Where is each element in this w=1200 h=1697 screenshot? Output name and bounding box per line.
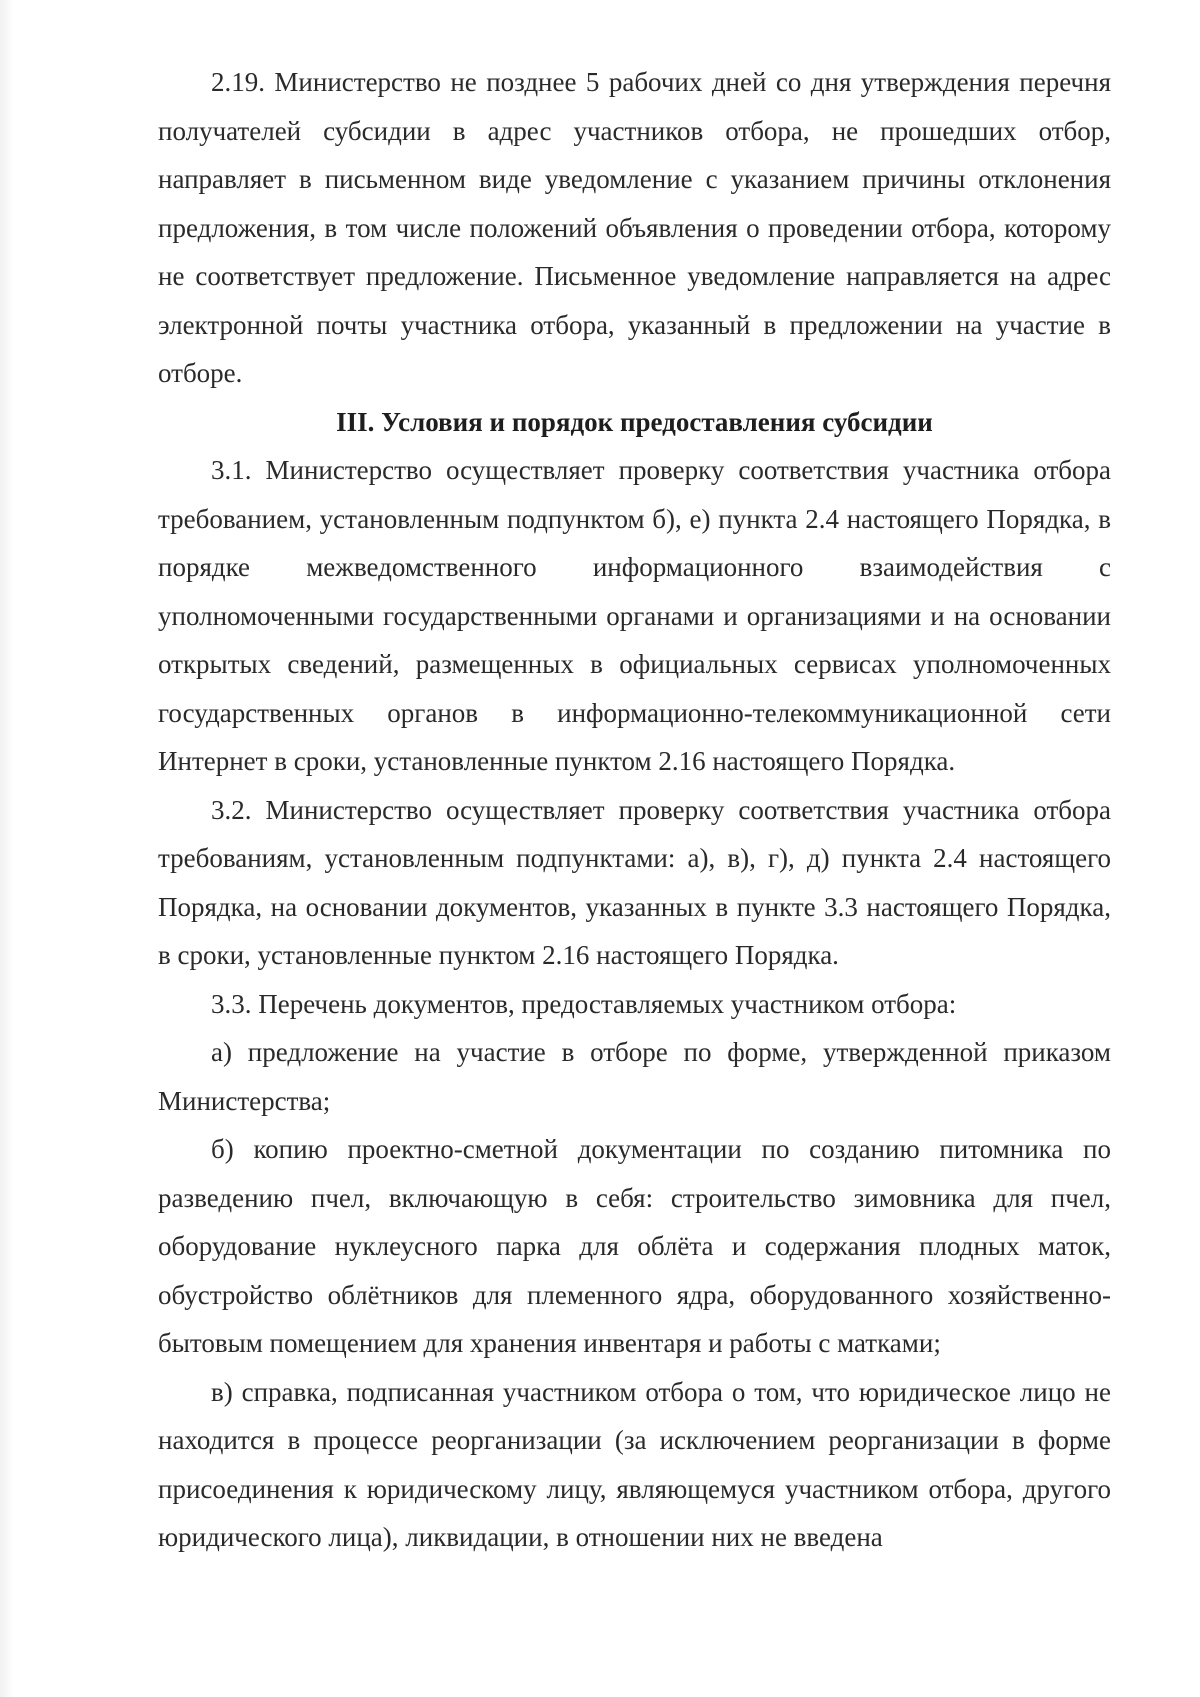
paragraph-3-3: 3.3. Перечень документов, предоставляемых участником отбора:	[211, 988, 957, 1019]
paragraph-3-2: 3.2. Министерство осуществляет проверку соответствия участника отбора требованиям, установленным подпунктами: а), в), г), д) пункта 2.4 настоящего Порядка, на основании документов, указанных в пункте 3.3 настоящего Порядка, в сроки, установленные пунктом 2.16 настоящего Порядка.	[158, 794, 1111, 970]
list-item-a: а) предложение на участие в отборе по форме, утвержденной приказом Министерства;	[158, 1037, 1111, 1116]
paragraph-2-19: 2.19. Министерство не позднее 5 рабочих дней со дня утверждения перечня получателей субсидии в адрес участников отбора, не прошедших отбор, направляет в письменном виде уведомление с указанием причины отклонения предложения, в том числе положений объявления о проведении отбора, которому не соответствует предложение. Письменное уведомление направляется на адрес электронной почты участника отбора, указанный в предложении на участие в отборе.	[158, 67, 1111, 388]
paragraph-3-1: 3.1. Министерство осуществляет проверку соответствия участника отбора требованием, установленным подпунктом б), е) пункта 2.4 настоящего Порядка, в порядке межведомственного информационного взаимодействия с уполномоченными государственными органами и организациями и на основании открытых сведений, размещенных в официальных сервисах уполномоченных государственных органов в информационно-телекоммуникационной сети Интернет в сроки, установленные пунктом 2.16 настоящего Порядка.	[158, 455, 1111, 776]
list-item-b: б) копию проектно-сметной документации по созданию питомника по разведению пчел, включающую в себя: строительство зимовника для пчел, оборудование нуклеусного парка для облёта и содержания плодных маток, обустройство облётников для племенного ядра, оборудованного хозяйственно-бытовым помещением для хранения инвентаря и работы с матками;	[158, 1134, 1111, 1358]
document-body	[158, 58, 1111, 1562]
list-item-v: в) справка, подписанная участником отбора о том, что юридическое лицо не находится в процессе реорганизации (за исключением реорганизации в форме присоединения к юридическому лицу, являющемуся участником отбора, другого юридического лица), ликвидации, в отношении них не введена	[158, 1376, 1111, 1552]
scan-edge-shadow	[0, 0, 14, 1697]
section-heading-iii: III. Условия и порядок предоставления субсидии	[336, 406, 933, 437]
